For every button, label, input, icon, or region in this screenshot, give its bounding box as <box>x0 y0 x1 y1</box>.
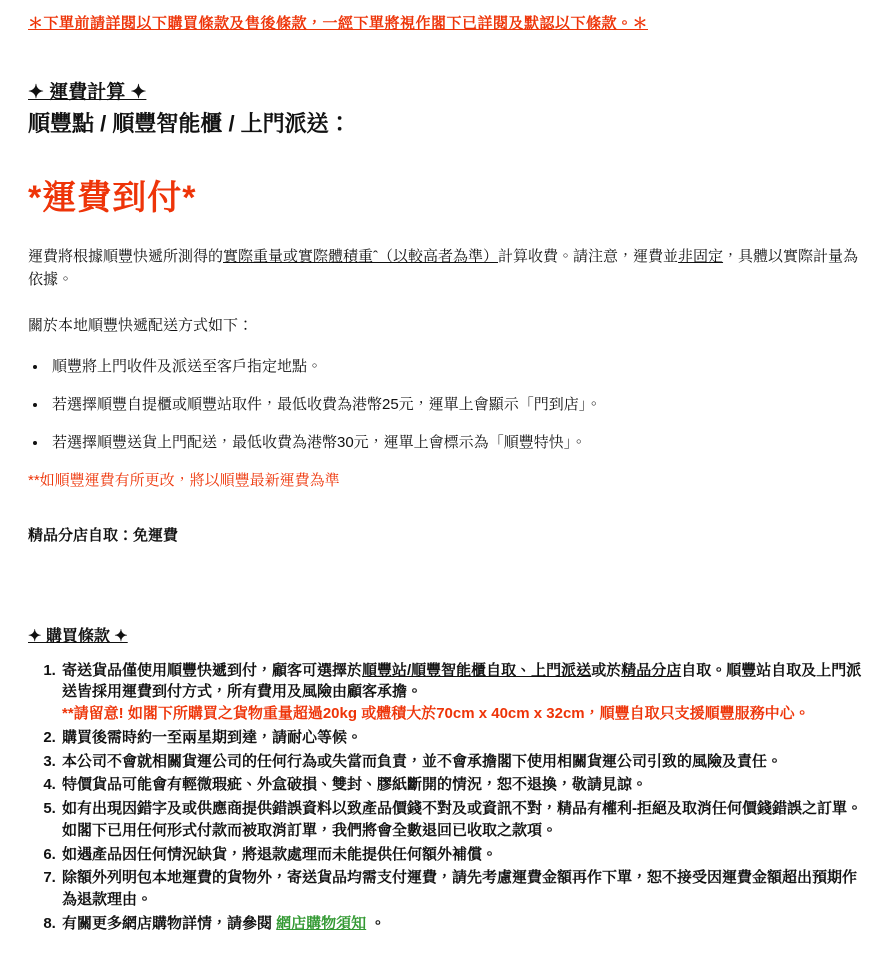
text-segment: 運費將根據順豐快遞所測得的 <box>28 248 224 265</box>
term-item <box>60 660 866 725</box>
delivery-intro-line: 關於本地順豐快遞配送方式如下： <box>28 316 254 334</box>
text-segment: 自取。順豐站自取及上門派送皆採用運費到付方式，所有費用及風險由顧客承擔。 <box>62 661 862 701</box>
term-item: 5. 如有出現因錯字及或供應商提供錯誤資料以致產品價錢不對及或資訊不對，精品有權利-拒絕及取消任何價錢錯誤之訂單。如閣下已用任何形式付款而被取消訂單，我們將會全數退回已收取之款項。 <box>60 798 866 842</box>
term-item: 3. 本公司不會就相關貨運公司的任何行為或失當而負責，並不會承擔閣下使用相關貨運公司引致的風險及責任。 <box>60 751 866 773</box>
delivery-options-list <box>28 355 866 452</box>
text-segment: 寄送貨品僅使用順豐快遞到付，顧客可選擇於 <box>62 661 363 679</box>
text-segment: 計算收費。請注意，運費並 <box>498 248 679 265</box>
purchase-terms-list <box>28 660 866 935</box>
term-item <box>60 913 866 935</box>
store-guide-link[interactable]: 網店購物須知 <box>276 914 367 932</box>
terms-section <box>28 623 866 935</box>
fee-calculation-paragraph <box>28 245 866 292</box>
store-pickup-note: 精品分店自取：免運費 <box>28 526 179 544</box>
text-segment: 。 <box>366 914 386 932</box>
purchase-terms-heading: ✦ 購買條款 ✦ <box>28 627 128 645</box>
text-segment: 順豐站/順豐智能櫃自取、上門派送 <box>362 661 592 679</box>
text-segment: 非固定 <box>678 248 724 265</box>
pre-order-notice: ＊下單前請詳閱以下購買條款及售後條款，一經下單將視作閣下已詳閱及默認以下條款。＊ <box>28 15 649 32</box>
text-segment: 實際重量或實際體積重ˆ（以較高者為準） <box>223 248 499 265</box>
shipping-fee-heading: ✦ 運費計算 ✦ <box>28 82 147 103</box>
text-segment: 或於 <box>591 661 622 679</box>
text-segment: 精品分店 <box>621 661 682 679</box>
delivery-option-item: • 若選擇順豐自提櫃或順豐站取件，最低收費為港幣25元，運單上會顯示「門到店」。 <box>48 393 866 414</box>
freight-collect-title: *運費到付* <box>28 179 197 217</box>
term-item: 7. 除額外列明包本地運費的貨物外，寄送貨品均需支付運費，請先考慮運費金額再作下單，恕不接受因運費金額超出預期作為退款理由。 <box>60 867 866 911</box>
delivery-methods-subheading: 順豐點 / 順豐智能櫃 / 上門派送： <box>28 111 351 136</box>
text-segment: 有關更多網店購物詳情，請參閱 <box>62 914 277 932</box>
term-item: 2. 購買後需時約一至兩星期到達，請耐心等候。 <box>60 727 866 749</box>
term-item: 6. 如遇產品因任何情況缺貨，將退款處理而未能提供任何額外補償。 <box>60 844 866 866</box>
fee-change-note: **如順豐運費有所更改，將以順豐最新運費為準 <box>28 471 340 489</box>
text-segment: ，具體以實際計量為依據。 <box>28 248 859 289</box>
delivery-option-item: • 順豐將上門收件及派送至客戶指定地點。 <box>48 355 866 376</box>
shipping-section <box>28 77 866 545</box>
term-item: 4. 特價貨品可能會有輕微瑕疵、外盒破損、雙封、膠紙斷開的情況，恕不退換，敬請見諒。 <box>60 774 866 796</box>
text-segment: **請留意! 如閣下所購買之貨物重量超過20kg 或體積大於70cm x 40cm x 32cm，順豐自取只支援順豐服務中心。 <box>62 705 810 722</box>
delivery-option-item: • 若選擇順豐送貨上門配送，最低收費為港幣30元，運單上會標示為「順豐特快」。 <box>48 431 866 452</box>
